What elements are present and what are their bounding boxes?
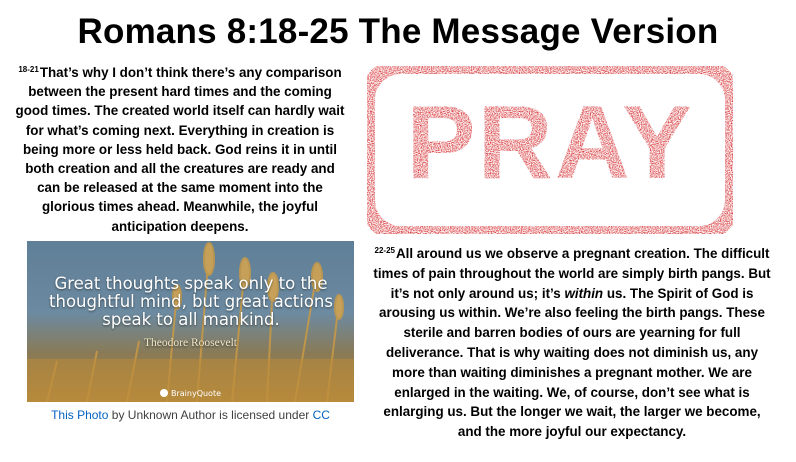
caption-text: by Unknown Author is licensed under	[108, 408, 313, 422]
quote-photo	[27, 241, 354, 402]
paragraph-text: That’s why I don’t think there’s any comparison between the present hard times and the coming good times. The created world itself can hardly wait for what’s coming next. Everything in creation is being more or less held back. God reins it in until both creation and all the creatures are ready and can be released at the same moment into the glorious times ahead. Meanwhile, the joyful anticipation deepens.	[15, 65, 345, 234]
emphasis-text: within	[564, 285, 604, 301]
brand-logo	[27, 389, 354, 398]
photo-caption	[27, 408, 354, 422]
page-title: Romans 8:18-25 The Message Version	[77, 12, 719, 51]
scripture-paragraph-1	[14, 60, 346, 236]
verse-number: 18-21	[18, 65, 39, 74]
brand-label: BrainyQuote	[170, 389, 222, 398]
license-link[interactable]: CC	[312, 408, 330, 422]
brainyquote-icon	[160, 389, 168, 397]
paragraph-text-before: All around us we observe a pregnant creation. The difficult times of pain throughout the world are simply birth pangs. But it’s not only around us; it’s	[373, 246, 771, 301]
photo-link[interactable]: This Photo	[51, 408, 109, 422]
pray-stamp	[356, 58, 744, 240]
verse-number: 22-25	[374, 246, 395, 255]
quote-author: Theodore Roosevelt	[144, 337, 237, 349]
quote-text: Great thoughts speak only to the thoughtful mind, but great actions speak to all mankind.	[49, 274, 333, 329]
paragraph-text-after: us. The Spirit of God is arousing us within. We’re also feeling the birth pangs. These sterile and barren bodies of ours are yearning for full deliverance. That is why waiting does not diminish us, any more than waiting diminishes a pregnant mother. We are enlarged in the waiting. We, of course, don’t see what is enlarging us. But the longer we wait, the larger we become, and the more joyful our expectancy.	[379, 285, 765, 440]
scripture-paragraph-2	[372, 241, 772, 442]
stamp-word: PRAY	[406, 85, 694, 201]
